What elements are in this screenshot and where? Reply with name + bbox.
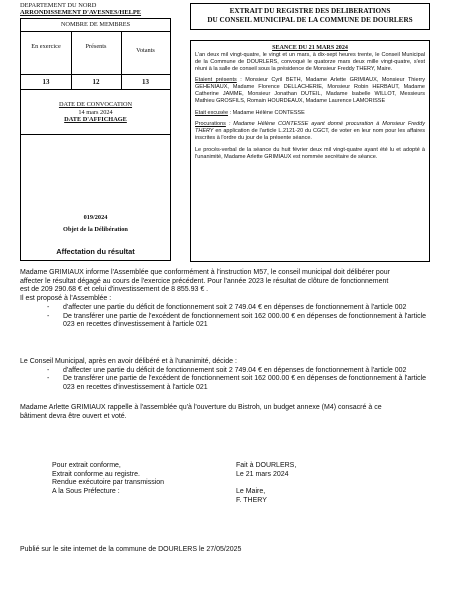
extract-title-line1: EXTRAIT DU REGISTRE DES DELIBERATIONS bbox=[229, 7, 391, 15]
extract-title-line2: DU CONSEIL MUNICIPAL DE LA COMMUNE DE DOURLERS bbox=[207, 16, 413, 24]
excuse-paragraph bbox=[195, 110, 425, 117]
members-box bbox=[20, 18, 171, 261]
seance-box bbox=[190, 40, 430, 262]
signature-left-line: Rendue exécutoire par transmission bbox=[52, 479, 165, 487]
col-exercice-label: En exercice bbox=[31, 43, 61, 50]
col-votants-label: Votants bbox=[136, 47, 155, 54]
department-label: DEPARTEMENT DU NORD bbox=[20, 2, 97, 9]
signature-name: F. THERY bbox=[236, 496, 267, 504]
presents-text: : Monsieur Cyril BETH, Madame Arlette GRIMIAUX, Monsieur Thierry GEHENIAUX, Madame Florence DELLACHERIE, Monsieur Robin HERBAUT, Madame Catherine JAMME, Monsieur Jonathan DUTEIL, Madame Isabelle WILLOT, Messieurs Mathieu GROSFILS, Romain HOURDEAUX, Madame Laurence LAMORISSE bbox=[195, 77, 425, 104]
proposal-text: 023 en recettes d'investissement à l'article 021 bbox=[63, 321, 208, 329]
procurations-label: Procurations bbox=[195, 121, 226, 128]
proposal-item: - De transférer une partie de l'excédent de fonctionnement soit 162 000.00 € en dépenses de fonctionnement à l'article bbox=[47, 312, 427, 320]
affichage-label: DATE D'AFFICHAGE bbox=[64, 116, 127, 123]
value-presents: 12 bbox=[92, 78, 100, 86]
decision-text: 023 en recettes d'investissement à l'article 021 bbox=[63, 384, 208, 392]
extract-title bbox=[190, 3, 430, 30]
decision-item: - d'affecter une partie du déficit de fonctionnement soit 2 749.04 € en dépenses de fonctionnement à l'article 002 bbox=[47, 366, 407, 374]
signature-right bbox=[236, 462, 296, 506]
objet-value: Affectation du résultat bbox=[56, 247, 135, 256]
body-line: affecter le résultat dégagé au cours de l'exercice précédent. Pour l'année 2023 le résultat de clôture de fonctionnement bbox=[20, 277, 389, 285]
members-values-row bbox=[21, 75, 170, 90]
decision-text: d'affecter une partie du déficit de fonctionnement soit 2 749.04 € en dépenses de fonctionnement à l'article 002 bbox=[63, 366, 407, 374]
value-exercice: 13 bbox=[42, 78, 50, 86]
proposal-text: d'affecter une partie du déficit de fonctionnement soit 2 749.04 € en dépenses de fonctionnement à l'article 002 bbox=[63, 303, 407, 311]
proposal-text: De transférer une partie de l'excédent de fonctionnement soit 162 000.00 € en dépenses de fonctionnement à l'article bbox=[63, 312, 427, 320]
paragraph-decision bbox=[20, 358, 430, 393]
arrondissement-label: ARRONDISSEMENT D'AVESNES/HELPE bbox=[20, 9, 142, 16]
signature-place: Fait à DOURLERS, bbox=[236, 462, 297, 469]
excuse-label: Etait excusée bbox=[195, 109, 229, 116]
deliberation-number: 019/2024 bbox=[83, 214, 108, 221]
body-line: Il est proposé à l'Assemblée : bbox=[20, 295, 112, 303]
body-line: Madame GRIMIAUX informe l'Assemblée que conformément à l'instruction M57, le conseil municipal doit délibérer pour bbox=[20, 269, 390, 276]
signature-date: Le 21 mars 2024 bbox=[236, 470, 289, 478]
procurations-rest: en application de l'article L.2121-20 du CGCT, de voter en leur nom pour les affaires inscrites à l'ordre du jour de la présente séance. bbox=[195, 128, 425, 141]
excuse-text: : Madame Hélène CONTESSE bbox=[228, 109, 305, 116]
seance-title: SEANCE DU 21 MARS 2024 bbox=[272, 45, 348, 51]
publication-note: Publié sur le site internet de la commune de DOURLERS le 27/05/2025 bbox=[20, 546, 242, 553]
proposal-item: - d'affecter une partie du déficit de fonctionnement soit 2 749.04 € en dépenses de fonctionnement à l'article 002 bbox=[47, 303, 407, 311]
value-votants: 13 bbox=[142, 78, 149, 86]
members-title: NOMBRE DE MEMBRES bbox=[21, 19, 170, 32]
convocation-block bbox=[21, 101, 170, 124]
paragraph-information bbox=[20, 269, 430, 330]
signature-role: Le Maire, bbox=[236, 488, 266, 496]
paragraph-bistroh bbox=[20, 404, 430, 421]
convocation-date: 14 mars 2024 bbox=[78, 108, 113, 116]
pv-paragraph: Le procès-verbal de la séance du huit février deux mil vingt-quatre ayant été lu et adopté à l'unanimité, Madame Arlette GRIMIAUX est nommée secrétaire de séance. bbox=[195, 146, 425, 160]
signature-left-line: A la Sous Préfecture : bbox=[52, 488, 120, 496]
signature-left-line: Pour extrait conforme, bbox=[52, 462, 121, 469]
objet-label: Objet de la Délibération bbox=[63, 226, 128, 233]
signature-left bbox=[52, 462, 164, 497]
presents-label: Etaient présents bbox=[195, 77, 237, 84]
signature-left-line: Extrait conforme au registre. bbox=[52, 470, 140, 478]
body-line: est de 209 290.68 € et celui d'investissement de 8 855.93 € . bbox=[20, 286, 209, 294]
presents-paragraph bbox=[195, 77, 425, 104]
body-line: bâtiment devra être ouvert et voté. bbox=[20, 412, 127, 420]
body-line: Le Conseil Municipal, après en avoir délibéré et à l'unanimité, décide : bbox=[20, 358, 237, 365]
seance-intro: L'an deux mil vingt-quatre, le vingt et un mars, à dix-sept heures trente, le Conseil Municipal de la Commune de DOURLERS, convoqué le quatorze mars deux mille vingt-quatre, s'est réuni à la salle de conseil sous la présidence de Monsieur Freddy THERY, Maire. bbox=[195, 52, 425, 72]
col-presents-label: Présents bbox=[85, 43, 107, 50]
body-line: Madame Arlette GRIMIAUX rappelle à l'assemblée qu'à l'ouverture du Bistroh, un budget annexe (M4) consacré à ce bbox=[20, 404, 382, 411]
members-columns-row bbox=[21, 32, 170, 75]
convocation-label: DATE DE CONVOCATION bbox=[58, 101, 133, 108]
decision-text: De transférer une partie de l'excédent de fonctionnement soit 162 000.00 € en dépenses de fonctionnement à l'article bbox=[63, 375, 427, 383]
procurations-paragraph bbox=[195, 121, 425, 141]
procurations-text: : Madame Hélène CONTESSE ayant donné procuration à Monsieur Freddy THERY bbox=[195, 121, 425, 135]
decision-item: - De transférer une partie de l'excédent de fonctionnement soit 162 000.00 € en dépenses de fonctionnement à l'article bbox=[47, 375, 427, 383]
